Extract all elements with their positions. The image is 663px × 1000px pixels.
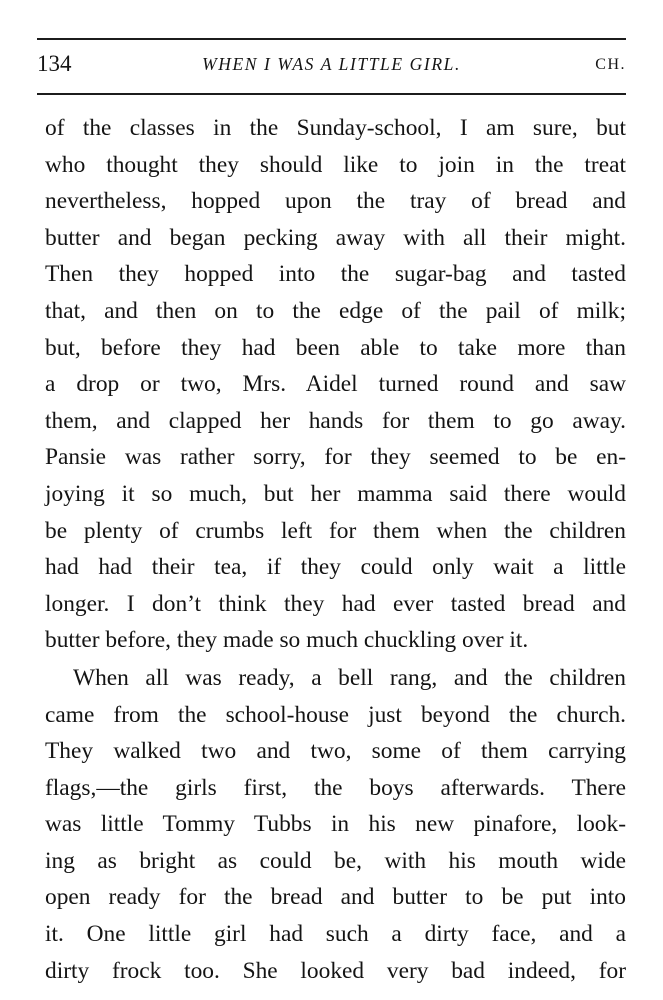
paragraph-2 (45, 660, 626, 989)
text-line: ing as bright as could be, with his mouth wide (45, 847, 626, 874)
text-line: a drop or two, Mrs. Aidel turned round and saw (45, 371, 626, 398)
text-line: that, and then on to the edge of the pail of milk; (45, 297, 626, 324)
text-line: who thought they should like to join in the treat (45, 151, 626, 178)
text-line: longer. I don’t think they had ever tasted bread and (45, 590, 626, 617)
text-line: They walked two and two, some of them carrying (45, 738, 626, 765)
running-head (37, 49, 626, 79)
text-line: but, before they had been able to take more than (45, 334, 626, 361)
text-line: Pansie was rather sorry, for they seemed to be en- (45, 444, 626, 471)
text-line: had had their tea, if they could only wait a little (45, 554, 626, 581)
text-line: them, and clapped her hands for them to go away. (45, 407, 626, 434)
text-line: Then they hopped into the sugar-bag and tasted (45, 261, 626, 288)
text-line: butter and began pecking away with all their might. (45, 224, 626, 251)
header-rule-top (37, 38, 626, 40)
text-line: When all was ready, a bell rang, and the children (73, 664, 626, 691)
text-line: was little Tommy Tubbs in his new pinafore, look- (45, 811, 626, 838)
paragraph-1 (45, 110, 626, 659)
header-rule-bottom (37, 93, 626, 95)
text-line: of the classes in the Sunday-school, I am sure, but (45, 115, 626, 141)
text-line: dirty frock too. She looked very bad indeed, for (45, 957, 626, 984)
chapter-label: CH. (595, 56, 626, 73)
text-line: butter before, they made so much chuckling over it. (45, 627, 529, 654)
text-line: it. One little girl had such a dirty face, and a (45, 921, 626, 948)
text-line: open ready for the bread and butter to be put into (45, 884, 626, 911)
text-line: joying it so much, but her mamma said there would (45, 480, 626, 507)
text-line: be plenty of crumbs left for them when the children (45, 517, 626, 544)
body-text (45, 110, 626, 989)
text-line: came from the school-house just beyond the church. (45, 701, 626, 728)
running-title: WHEN I WAS A LITTLE GIRL. (202, 54, 461, 74)
text-line: flags,—the girls first, the boys afterwards. There (45, 774, 626, 801)
text-line: nevertheless, hopped upon the tray of bread and (45, 188, 626, 215)
page-number: 134 (37, 51, 72, 76)
